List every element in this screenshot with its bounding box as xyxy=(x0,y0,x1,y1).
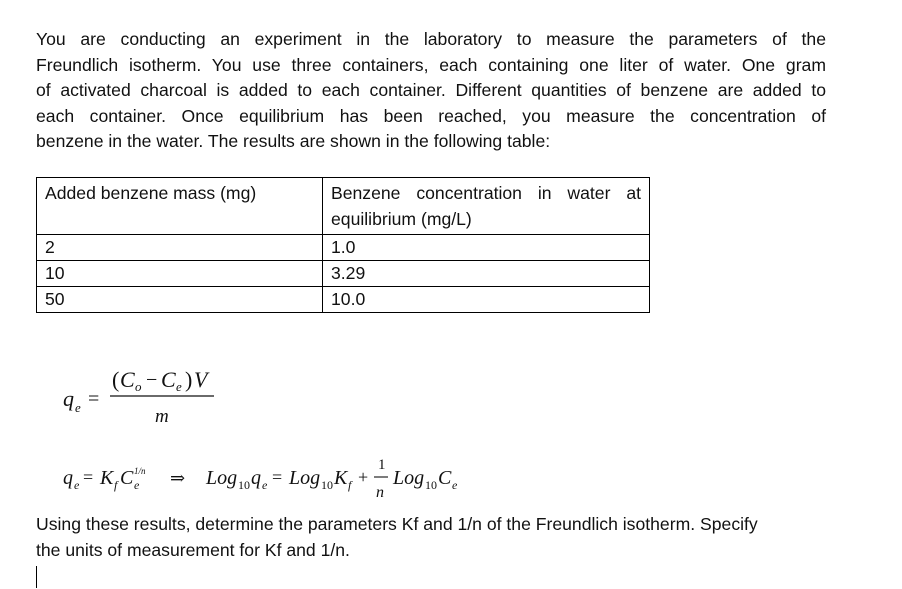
svg-text:C: C xyxy=(120,467,134,489)
svg-text:Log: Log xyxy=(289,467,321,489)
freundlich-equation xyxy=(58,448,498,504)
svg-text:−: − xyxy=(146,369,158,391)
text-cursor xyxy=(36,566,37,588)
svg-text:f: f xyxy=(114,478,118,492)
table-header-row xyxy=(37,178,650,235)
header-equilibrium-concentration: Benzene concentration in water at equilibrium (mg/L) xyxy=(323,178,650,235)
intro-line: benzene in the water. The results are shown in the following table: xyxy=(36,131,551,151)
svg-text:q: q xyxy=(63,467,73,489)
svg-text:V: V xyxy=(194,367,208,392)
results-table xyxy=(36,177,650,313)
svg-text:1: 1 xyxy=(378,457,386,473)
table-row xyxy=(37,261,650,287)
svg-text:q: q xyxy=(63,386,74,411)
svg-text:C: C xyxy=(120,367,135,392)
table-cell: 10 xyxy=(37,261,323,287)
table-cell: 1.0 xyxy=(323,235,650,261)
svg-text:(: ( xyxy=(112,367,120,392)
svg-text:10: 10 xyxy=(238,478,250,492)
svg-text:=: = xyxy=(272,467,283,487)
closing-line: Using these results, determine the parameters Kf and 1/n of the Freundlich isotherm. Specify xyxy=(36,514,758,534)
svg-text:K: K xyxy=(334,467,348,489)
svg-text:1/n: 1/n xyxy=(134,466,146,476)
svg-text:C: C xyxy=(438,467,452,489)
svg-text:e: e xyxy=(75,400,81,415)
table-cell: 50 xyxy=(37,287,323,313)
svg-text:e: e xyxy=(452,478,458,492)
intro-line: Freundlich isotherm. You use three containers, each containing one liter of water. One gram xyxy=(36,54,826,75)
intro-line: You are conducting an experiment in the laboratory to measure the parameters of the xyxy=(36,29,826,49)
svg-text:⇒: ⇒ xyxy=(170,468,186,488)
svg-text:e: e xyxy=(134,478,140,492)
svg-text:f: f xyxy=(348,478,352,492)
closing-line: the units of measurement for Kf and 1/n. xyxy=(36,539,350,560)
mass-balance-equation xyxy=(60,358,230,428)
svg-text:Log: Log xyxy=(206,467,238,489)
svg-text:10: 10 xyxy=(321,478,333,492)
svg-text:o: o xyxy=(135,379,142,394)
table-cell: 2 xyxy=(37,235,323,261)
svg-text:10: 10 xyxy=(425,478,437,492)
svg-text:+: + xyxy=(358,467,369,487)
svg-text:m: m xyxy=(155,406,169,427)
svg-text:e: e xyxy=(262,478,268,492)
svg-text:Log: Log xyxy=(393,467,425,489)
intro-line: of activated charcoal is added to each container. Different quantities of benzene are added to xyxy=(36,80,826,100)
svg-text:=: = xyxy=(88,388,100,410)
svg-text:e: e xyxy=(74,478,80,492)
table-row xyxy=(37,287,650,313)
svg-text:=: = xyxy=(83,467,94,487)
table-row xyxy=(37,235,650,261)
closing-paragraph xyxy=(36,512,826,563)
table-cell: 3.29 xyxy=(323,261,650,287)
svg-text:e: e xyxy=(176,379,182,394)
svg-text:): ) xyxy=(185,367,193,392)
svg-text:q: q xyxy=(251,467,261,489)
svg-text:n: n xyxy=(376,484,384,501)
svg-text:C: C xyxy=(161,367,176,392)
svg-text:K: K xyxy=(100,467,114,489)
intro-line: each container. Once equilibrium has been reached, you measure the concentration of xyxy=(36,105,826,126)
intro-paragraph xyxy=(36,27,826,155)
header-added-mass: Added benzene mass (mg) xyxy=(37,178,323,235)
table-cell: 10.0 xyxy=(323,287,650,313)
